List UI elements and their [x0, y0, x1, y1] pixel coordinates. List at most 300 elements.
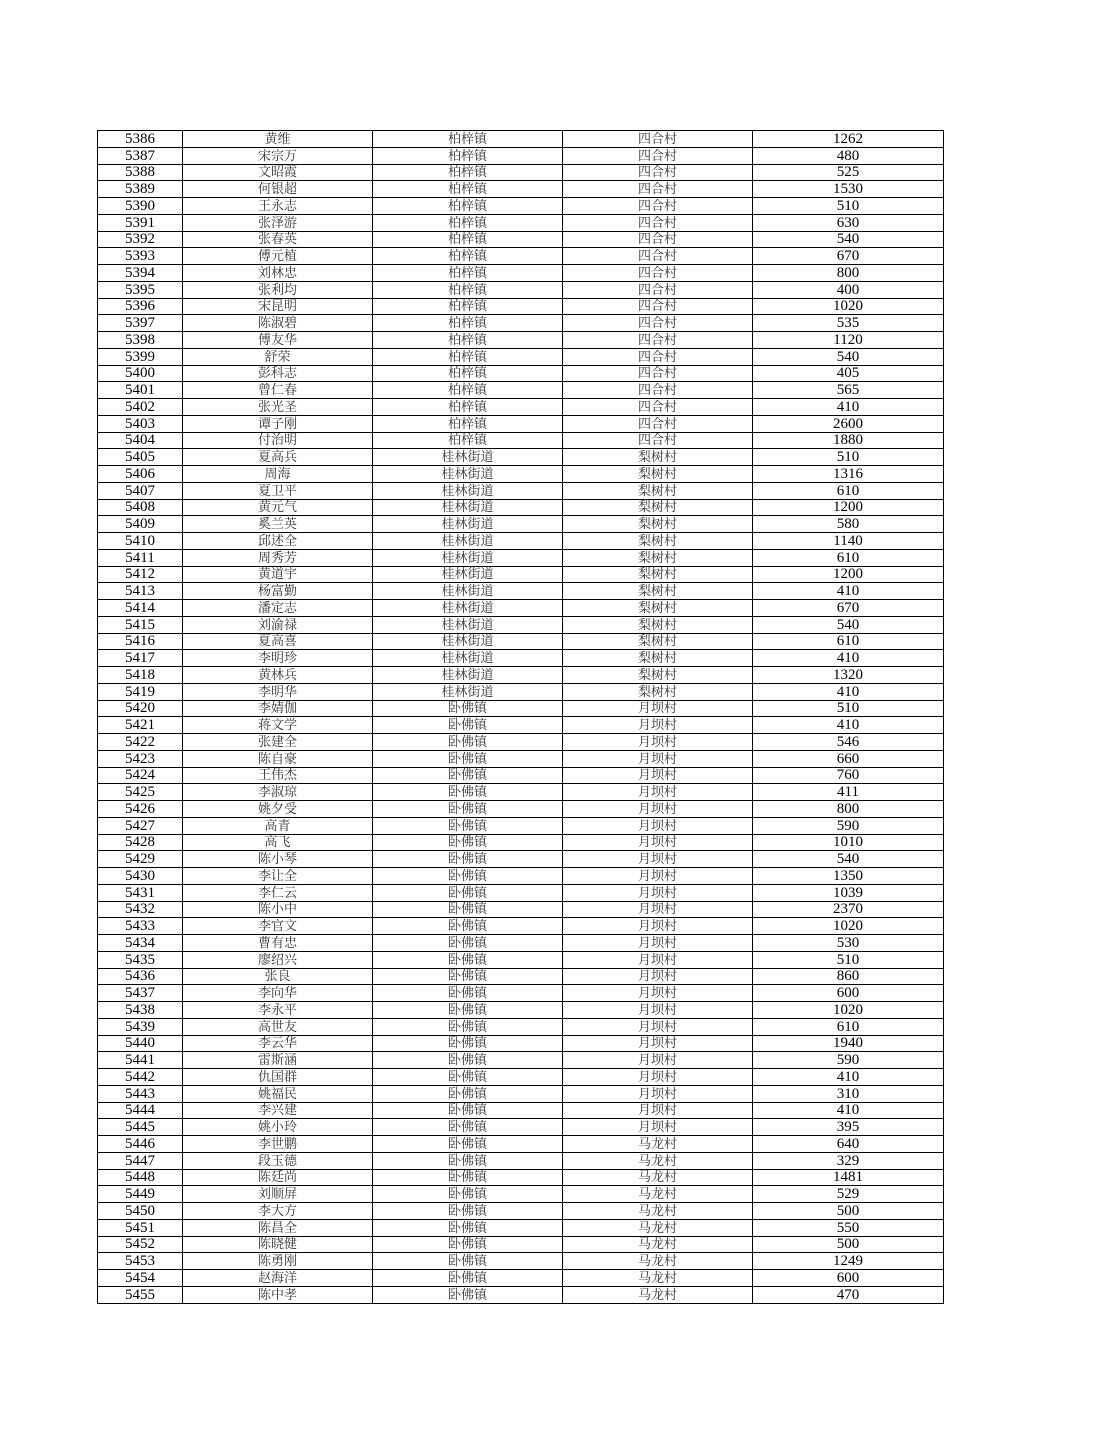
cell-town: 柏梓镇	[373, 382, 563, 399]
cell-id: 5399	[98, 348, 183, 365]
cell-amount: 400	[753, 281, 944, 298]
cell-id: 5441	[98, 1052, 183, 1069]
table-row	[98, 415, 944, 432]
table-row	[98, 1236, 944, 1253]
cell-town: 卧佛镇	[373, 1018, 563, 1035]
cell-amount: 1140	[753, 533, 944, 550]
cell-town: 卧佛镇	[373, 1186, 563, 1203]
cell-village: 梨树村	[563, 650, 753, 667]
cell-name: 周秀芳	[183, 549, 373, 566]
cell-name: 高飞	[183, 834, 373, 851]
table-row	[98, 281, 944, 298]
cell-amount: 600	[753, 1270, 944, 1287]
cell-name: 杨富勤	[183, 583, 373, 600]
table-row	[98, 1203, 944, 1220]
cell-town: 卧佛镇	[373, 1069, 563, 1086]
table-row	[98, 1119, 944, 1136]
cell-name: 李云华	[183, 1035, 373, 1052]
cell-id: 5418	[98, 667, 183, 684]
cell-name: 奚兰英	[183, 516, 373, 533]
cell-name: 傅元植	[183, 248, 373, 265]
cell-id: 5421	[98, 717, 183, 734]
cell-name: 陈小琴	[183, 851, 373, 868]
cell-town: 卧佛镇	[373, 1236, 563, 1253]
table-row	[98, 466, 944, 483]
cell-town: 卧佛镇	[373, 817, 563, 834]
cell-town: 卧佛镇	[373, 734, 563, 751]
cell-name: 张光圣	[183, 399, 373, 416]
table-row	[98, 214, 944, 231]
cell-village: 月坝村	[563, 1052, 753, 1069]
cell-name: 李世鹏	[183, 1136, 373, 1153]
cell-name: 陈廷尚	[183, 1169, 373, 1186]
cell-id: 5433	[98, 918, 183, 935]
table-row	[98, 583, 944, 600]
cell-amount: 540	[753, 851, 944, 868]
cell-town: 卧佛镇	[373, 801, 563, 818]
cell-name: 李大方	[183, 1203, 373, 1220]
table-row	[98, 533, 944, 550]
cell-amount: 590	[753, 1052, 944, 1069]
table-row	[98, 1052, 944, 1069]
cell-name: 陈小中	[183, 901, 373, 918]
cell-amount: 510	[753, 449, 944, 466]
cell-id: 5447	[98, 1152, 183, 1169]
cell-town: 卧佛镇	[373, 1052, 563, 1069]
cell-name: 邱述全	[183, 533, 373, 550]
cell-town: 桂林街道	[373, 466, 563, 483]
cell-name: 宋宗万	[183, 147, 373, 164]
cell-amount: 410	[753, 399, 944, 416]
cell-amount: 1020	[753, 298, 944, 315]
cell-amount: 670	[753, 600, 944, 617]
cell-town: 卧佛镇	[373, 884, 563, 901]
cell-town: 卧佛镇	[373, 1270, 563, 1287]
cell-id: 5444	[98, 1102, 183, 1119]
cell-id: 5417	[98, 650, 183, 667]
cell-amount: 1200	[753, 499, 944, 516]
table-row	[98, 432, 944, 449]
cell-name: 谭子刚	[183, 415, 373, 432]
cell-name: 李让全	[183, 868, 373, 885]
cell-name: 李明华	[183, 683, 373, 700]
table-row	[98, 951, 944, 968]
cell-id: 5414	[98, 600, 183, 617]
cell-amount: 1350	[753, 868, 944, 885]
table-row	[98, 1270, 944, 1287]
cell-town: 桂林街道	[373, 533, 563, 550]
cell-amount: 600	[753, 985, 944, 1002]
cell-amount: 470	[753, 1286, 944, 1303]
cell-id: 5420	[98, 700, 183, 717]
cell-village: 梨树村	[563, 633, 753, 650]
cell-village: 四合村	[563, 399, 753, 416]
cell-town: 卧佛镇	[373, 1102, 563, 1119]
cell-village: 月坝村	[563, 1018, 753, 1035]
cell-name: 赵海洋	[183, 1270, 373, 1287]
cell-name: 刘渝禄	[183, 616, 373, 633]
table-row	[98, 449, 944, 466]
cell-name: 廖绍兴	[183, 951, 373, 968]
cell-name: 姚小玲	[183, 1119, 373, 1136]
cell-id: 5426	[98, 801, 183, 818]
cell-village: 梨树村	[563, 616, 753, 633]
cell-amount: 480	[753, 147, 944, 164]
cell-amount: 1880	[753, 432, 944, 449]
cell-town: 桂林街道	[373, 499, 563, 516]
cell-name: 张利均	[183, 281, 373, 298]
cell-amount: 329	[753, 1152, 944, 1169]
cell-id: 5405	[98, 449, 183, 466]
cell-id: 5413	[98, 583, 183, 600]
cell-id: 5419	[98, 683, 183, 700]
cell-town: 桂林街道	[373, 600, 563, 617]
cell-town: 桂林街道	[373, 482, 563, 499]
cell-id: 5387	[98, 147, 183, 164]
cell-amount: 2600	[753, 415, 944, 432]
table-row	[98, 968, 944, 985]
cell-id: 5452	[98, 1236, 183, 1253]
table-row	[98, 348, 944, 365]
cell-id: 5391	[98, 214, 183, 231]
cell-name: 曾仁春	[183, 382, 373, 399]
cell-id: 5406	[98, 466, 183, 483]
cell-village: 马龙村	[563, 1152, 753, 1169]
cell-id: 5386	[98, 131, 183, 148]
cell-id: 5455	[98, 1286, 183, 1303]
cell-name: 舒荣	[183, 348, 373, 365]
cell-name: 雷斯涵	[183, 1052, 373, 1069]
cell-amount: 500	[753, 1203, 944, 1220]
cell-village: 马龙村	[563, 1186, 753, 1203]
cell-id: 5390	[98, 198, 183, 215]
cell-name: 李仁云	[183, 884, 373, 901]
cell-village: 月坝村	[563, 1102, 753, 1119]
cell-id: 5439	[98, 1018, 183, 1035]
cell-village: 月坝村	[563, 817, 753, 834]
cell-town: 柏梓镇	[373, 432, 563, 449]
cell-village: 梨树村	[563, 516, 753, 533]
cell-village: 月坝村	[563, 918, 753, 935]
cell-amount: 2370	[753, 901, 944, 918]
cell-village: 四合村	[563, 432, 753, 449]
cell-town: 桂林街道	[373, 549, 563, 566]
cell-name: 段玉德	[183, 1152, 373, 1169]
cell-town: 柏梓镇	[373, 281, 563, 298]
table-row	[98, 1286, 944, 1303]
cell-id: 5431	[98, 884, 183, 901]
table-row	[98, 750, 944, 767]
cell-village: 四合村	[563, 315, 753, 332]
table-row	[98, 683, 944, 700]
cell-town: 柏梓镇	[373, 415, 563, 432]
cell-amount: 800	[753, 265, 944, 282]
cell-village: 梨树村	[563, 533, 753, 550]
table-row	[98, 231, 944, 248]
cell-amount: 540	[753, 616, 944, 633]
cell-name: 付治明	[183, 432, 373, 449]
cell-amount: 1316	[753, 466, 944, 483]
cell-name: 傅友华	[183, 332, 373, 349]
cell-town: 桂林街道	[373, 516, 563, 533]
cell-id: 5392	[98, 231, 183, 248]
table-row	[98, 198, 944, 215]
cell-id: 5436	[98, 968, 183, 985]
cell-amount: 1020	[753, 1002, 944, 1019]
cell-id: 5408	[98, 499, 183, 516]
table-row	[98, 633, 944, 650]
cell-village: 马龙村	[563, 1169, 753, 1186]
cell-id: 5428	[98, 834, 183, 851]
cell-village: 梨树村	[563, 466, 753, 483]
cell-village: 月坝村	[563, 951, 753, 968]
cell-amount: 1481	[753, 1169, 944, 1186]
table-row	[98, 1219, 944, 1236]
table-row	[98, 1136, 944, 1153]
cell-village: 马龙村	[563, 1286, 753, 1303]
cell-amount: 529	[753, 1186, 944, 1203]
cell-name: 潘定志	[183, 600, 373, 617]
cell-id: 5394	[98, 265, 183, 282]
table-row	[98, 901, 944, 918]
cell-village: 月坝村	[563, 1002, 753, 1019]
cell-id: 5400	[98, 365, 183, 382]
cell-name: 陈中孝	[183, 1286, 373, 1303]
cell-village: 梨树村	[563, 499, 753, 516]
cell-town: 桂林街道	[373, 683, 563, 700]
cell-amount: 1020	[753, 918, 944, 935]
cell-id: 5437	[98, 985, 183, 1002]
table-row	[98, 365, 944, 382]
cell-village: 月坝村	[563, 767, 753, 784]
cell-village: 梨树村	[563, 449, 753, 466]
cell-village: 月坝村	[563, 1085, 753, 1102]
cell-village: 月坝村	[563, 901, 753, 918]
cell-amount: 610	[753, 482, 944, 499]
cell-amount: 1010	[753, 834, 944, 851]
cell-id: 5429	[98, 851, 183, 868]
cell-amount: 610	[753, 633, 944, 650]
cell-amount: 565	[753, 382, 944, 399]
table-row	[98, 985, 944, 1002]
cell-town: 柏梓镇	[373, 214, 563, 231]
cell-id: 5427	[98, 817, 183, 834]
table-row	[98, 1018, 944, 1035]
cell-town: 卧佛镇	[373, 951, 563, 968]
cell-town: 卧佛镇	[373, 1203, 563, 1220]
table-row	[98, 834, 944, 851]
cell-village: 月坝村	[563, 851, 753, 868]
cell-amount: 546	[753, 734, 944, 751]
cell-village: 四合村	[563, 382, 753, 399]
cell-town: 柏梓镇	[373, 315, 563, 332]
cell-name: 黄道宇	[183, 566, 373, 583]
cell-amount: 1530	[753, 181, 944, 198]
cell-name: 王伟杰	[183, 767, 373, 784]
cell-amount: 630	[753, 214, 944, 231]
cell-village: 梨树村	[563, 549, 753, 566]
table-row	[98, 131, 944, 148]
cell-id: 5410	[98, 533, 183, 550]
cell-town: 桂林街道	[373, 449, 563, 466]
cell-name: 彭科志	[183, 365, 373, 382]
table-row	[98, 298, 944, 315]
cell-village: 四合村	[563, 281, 753, 298]
cell-village: 马龙村	[563, 1203, 753, 1220]
table-row	[98, 1186, 944, 1203]
cell-village: 月坝村	[563, 884, 753, 901]
cell-amount: 410	[753, 650, 944, 667]
cell-amount: 410	[753, 1102, 944, 1119]
cell-amount: 1200	[753, 566, 944, 583]
table-row	[98, 1069, 944, 1086]
cell-town: 卧佛镇	[373, 1136, 563, 1153]
cell-id: 5454	[98, 1270, 183, 1287]
cell-town: 卧佛镇	[373, 851, 563, 868]
cell-name: 姚夕受	[183, 801, 373, 818]
cell-id: 5430	[98, 868, 183, 885]
cell-town: 卧佛镇	[373, 1119, 563, 1136]
cell-amount: 410	[753, 1069, 944, 1086]
cell-amount: 510	[753, 951, 944, 968]
cell-amount: 310	[753, 1085, 944, 1102]
cell-amount: 800	[753, 801, 944, 818]
cell-amount: 500	[753, 1236, 944, 1253]
cell-town: 卧佛镇	[373, 1286, 563, 1303]
cell-id: 5402	[98, 399, 183, 416]
cell-amount: 860	[753, 968, 944, 985]
table-row	[98, 935, 944, 952]
cell-town: 柏梓镇	[373, 399, 563, 416]
cell-name: 文昭霞	[183, 164, 373, 181]
cell-town: 卧佛镇	[373, 784, 563, 801]
table-row	[98, 265, 944, 282]
cell-village: 月坝村	[563, 801, 753, 818]
table-row	[98, 1035, 944, 1052]
cell-name: 李淑琼	[183, 784, 373, 801]
cell-name: 李官文	[183, 918, 373, 935]
cell-id: 5453	[98, 1253, 183, 1270]
cell-village: 梨树村	[563, 583, 753, 600]
cell-town: 卧佛镇	[373, 1219, 563, 1236]
cell-amount: 1039	[753, 884, 944, 901]
cell-village: 月坝村	[563, 868, 753, 885]
cell-town: 柏梓镇	[373, 248, 563, 265]
cell-id: 5423	[98, 750, 183, 767]
cell-town: 卧佛镇	[373, 717, 563, 734]
cell-name: 高青	[183, 817, 373, 834]
cell-town: 柏梓镇	[373, 298, 563, 315]
cell-id: 5411	[98, 549, 183, 566]
cell-id: 5448	[98, 1169, 183, 1186]
cell-id: 5407	[98, 482, 183, 499]
cell-id: 5451	[98, 1219, 183, 1236]
cell-village: 月坝村	[563, 968, 753, 985]
cell-amount: 530	[753, 935, 944, 952]
cell-village: 四合村	[563, 265, 753, 282]
cell-town: 柏梓镇	[373, 348, 563, 365]
cell-village: 四合村	[563, 181, 753, 198]
cell-name: 高世友	[183, 1018, 373, 1035]
cell-village: 四合村	[563, 365, 753, 382]
cell-town: 柏梓镇	[373, 181, 563, 198]
cell-id: 5412	[98, 566, 183, 583]
table-row	[98, 248, 944, 265]
cell-town: 桂林街道	[373, 583, 563, 600]
cell-town: 柏梓镇	[373, 332, 563, 349]
table-row	[98, 767, 944, 784]
cell-village: 月坝村	[563, 734, 753, 751]
cell-name: 宋昆明	[183, 298, 373, 315]
cell-village: 梨树村	[563, 600, 753, 617]
table-row	[98, 1152, 944, 1169]
cell-name: 陈昌全	[183, 1219, 373, 1236]
cell-name: 刘林忠	[183, 265, 373, 282]
cell-town: 卧佛镇	[373, 985, 563, 1002]
table-row	[98, 600, 944, 617]
cell-name: 陈淑碧	[183, 315, 373, 332]
cell-name: 刘顺屏	[183, 1186, 373, 1203]
cell-village: 四合村	[563, 248, 753, 265]
cell-amount: 410	[753, 583, 944, 600]
cell-village: 四合村	[563, 214, 753, 231]
cell-amount: 525	[753, 164, 944, 181]
cell-village: 月坝村	[563, 784, 753, 801]
table-row	[98, 884, 944, 901]
cell-town: 卧佛镇	[373, 700, 563, 717]
cell-name: 李向华	[183, 985, 373, 1002]
cell-name: 曹有忠	[183, 935, 373, 952]
cell-id: 5415	[98, 616, 183, 633]
cell-name: 张良	[183, 968, 373, 985]
cell-village: 月坝村	[563, 985, 753, 1002]
cell-village: 马龙村	[563, 1253, 753, 1270]
cell-id: 5401	[98, 382, 183, 399]
cell-town: 卧佛镇	[373, 901, 563, 918]
table-row	[98, 616, 944, 633]
cell-amount: 610	[753, 1018, 944, 1035]
cell-village: 马龙村	[563, 1219, 753, 1236]
cell-town: 桂林街道	[373, 566, 563, 583]
table-row	[98, 918, 944, 935]
cell-amount: 510	[753, 700, 944, 717]
cell-town: 卧佛镇	[373, 968, 563, 985]
cell-town: 卧佛镇	[373, 1169, 563, 1186]
cell-town: 柏梓镇	[373, 231, 563, 248]
cell-id: 5435	[98, 951, 183, 968]
table-row	[98, 499, 944, 516]
table-row	[98, 147, 944, 164]
table-row	[98, 482, 944, 499]
cell-village: 月坝村	[563, 750, 753, 767]
cell-village: 马龙村	[563, 1236, 753, 1253]
cell-name: 姚福民	[183, 1085, 373, 1102]
table-row	[98, 1253, 944, 1270]
cell-name: 黄林兵	[183, 667, 373, 684]
cell-village: 梨树村	[563, 683, 753, 700]
cell-village: 四合村	[563, 231, 753, 248]
table-row	[98, 566, 944, 583]
cell-id: 5450	[98, 1203, 183, 1220]
cell-amount: 395	[753, 1119, 944, 1136]
cell-amount: 410	[753, 717, 944, 734]
cell-town: 柏梓镇	[373, 198, 563, 215]
cell-id: 5389	[98, 181, 183, 198]
cell-village: 梨树村	[563, 566, 753, 583]
cell-amount: 410	[753, 683, 944, 700]
cell-town: 卧佛镇	[373, 1002, 563, 1019]
cell-amount: 540	[753, 348, 944, 365]
